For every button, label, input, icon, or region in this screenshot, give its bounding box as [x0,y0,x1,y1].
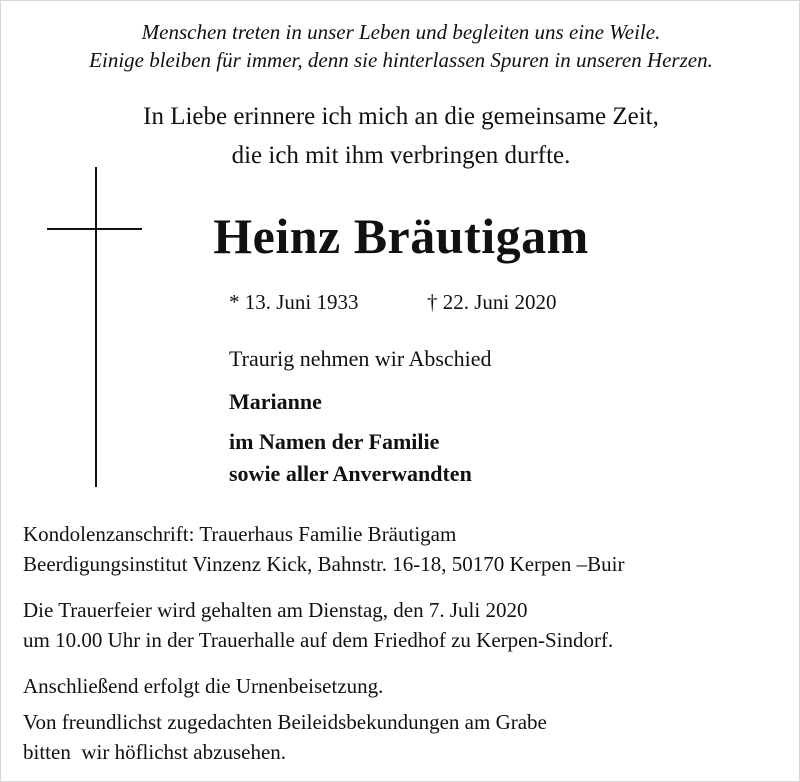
farewell-text: Traurig nehmen wir Abschied [229,346,492,371]
ceremony-line-2: um 10.00 Uhr in der Trauerhalle auf dem Friedhof zu Kerpen-Sindorf. [23,628,614,652]
birth-date: * 13. Juni 1933 [229,290,359,314]
request-line-2: bitten wir höflichst abzusehen. [23,740,287,764]
condolence-address-line-2: Beerdigungsinstitut Vinzenz Kick, Bahnstr. 16-18, 50170 Kerpen –Buir [23,552,625,576]
deceased-name: Heinz Bräutigam [213,208,589,264]
death-date: † 22. Juni 2020 [427,290,557,314]
mourner-name: Marianne [229,389,322,414]
burial-line: Anschließend erfolgt die Urnenbeisetzung. [23,674,384,698]
mourner-relatives-line: sowie aller Anverwandten [229,461,472,486]
intro-line-2: die ich mit ihm verbringen durfte. [231,142,571,169]
mourner-family-line: im Namen der Familie [229,429,440,454]
quote-line-1: Menschen treten in unser Leben und begleiten uns eine Weile. [141,20,661,44]
request-line-1: Von freundlichst zugedachten Beileidsbekundungen am Grabe [23,710,547,734]
intro-line-1: In Liebe erinnere ich mich an die gemeinsame Zeit, [143,103,659,130]
ceremony-line-1: Die Trauerfeier wird gehalten am Dienstag, den 7. Juli 2020 [23,598,528,622]
condolence-address-line-1: Kondolenzanschrift: Trauerhaus Familie Bräutigam [23,522,457,546]
quote-line-2: Einige bleiben für immer, denn sie hinterlassen Spuren in unseren Herzen. [89,48,713,72]
